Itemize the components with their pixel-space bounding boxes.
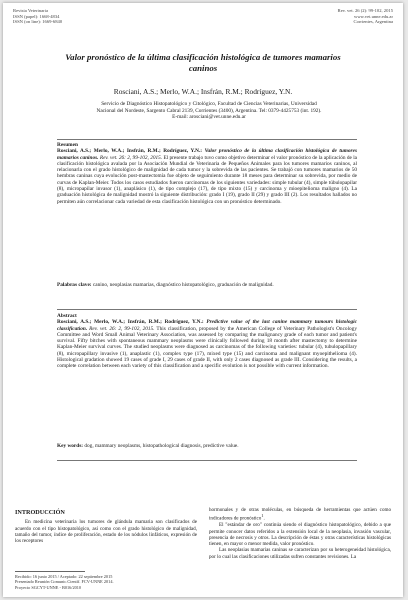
paper-title: Valor pronóstico de la última clasificación histológica de tumores mamarios caninos [65, 52, 341, 73]
palabras-clave [57, 282, 357, 288]
header-line: ISSN (on line): 1669-6840 [13, 19, 63, 25]
intro-text: hormonales y de otras moléculas, en búsqueda de herramientas que actúen como indicadores de pronóstico [209, 507, 391, 522]
key-words [57, 443, 357, 449]
affiliation [59, 101, 359, 121]
key-words-label: Key words: [57, 443, 84, 449]
intro-paragraph: hormonales y de otras moléculas, en búsqueda de herramientas que actúen como indicadores de pronóstico$^1$. [209, 507, 391, 522]
footnote-line: Proyecto SGCYT-UNNE - B016/2010 [15, 584, 82, 590]
abstract-cite-authors: Rosciani, A.S.; Merlo, W.A.; Insfrán, R.M.; Rodríguez, Y.N.: [57, 319, 204, 326]
footnote [15, 574, 197, 590]
resumen-cite-ref: Rev. vet. 26: 2, 99-102, 2015. [99, 154, 163, 161]
header-line: www.vet.unne.edu.ar [354, 13, 393, 19]
header-line: Rev. vet. 26 (2): 99-102, 2015 [337, 8, 393, 13]
affiliation-email: E-mail: arosciani@vet.unne.edu.ar [172, 114, 246, 121]
resumen-cite-authors: Rosciani, A.S.; Merlo, W.A.; Insfrán, R.M.; Rodríguez, Y.N.: [57, 148, 203, 155]
header-line: Corrientes, Argentina [353, 19, 393, 25]
resumen-body [57, 148, 357, 205]
abstract-heading: Abstract [57, 313, 77, 319]
abstract-section [57, 313, 357, 370]
footnote-ref: 1 [261, 513, 264, 519]
intro-paragraph: Las neoplasias mamarias caninas se caracterizan por su heterogeneidad histológica, por lo cual las clasificaciones utilizadas sufren constantes revisiones. La [209, 547, 391, 560]
journal-header-right [338, 8, 393, 25]
affiliation-line: Nacional del Nordeste, Sargento Cabral 2139, Corrientes (3400), Argentina. Tel: 0379-4425753 (int. 192). [96, 107, 322, 114]
intro-right-column [209, 507, 391, 560]
journal-page [3, 3, 403, 597]
abstract-body [57, 319, 357, 369]
journal-header-left [13, 8, 62, 25]
header-line: ISSN (papel): 1668-4834 [13, 13, 60, 19]
paper-authors: Rosciani, A.S.; Merlo, W.A.; Insfrán, R.M.; Rodríguez, Y.N. [113, 87, 293, 96]
intro-paragraph: En medicina veterinaria los tumores de glándula mamaria son clasificados de acuerdo con el tipo histopatológico, así como con el grado histológico de malignidad, tamaño del tumor, índice de proliferación, estado de los nódulos linfáticos, expresión de los receptores [15, 519, 197, 545]
header-line: Revista Veterinaria [13, 8, 48, 13]
resumen-heading: Resumen [57, 142, 78, 148]
intro-left-column [15, 510, 197, 544]
affiliation-line: Servicio de Diagnóstico Histopatológico y Citológico, Facultad de Ciencias Veterinarias, Universidad [101, 101, 317, 107]
resumen-cite-title: Valor pronóstico de la última clasificación histológica de tumores mamarios caninos. [57, 148, 358, 161]
divider [57, 139, 357, 140]
abstract-cite-ref: Rev. vet. 26: 2, 99-102, 2015. [89, 325, 155, 332]
palabras-clave-label: Palabras clave: [57, 282, 92, 288]
intro-paragraph: El "estándar de oro" continúa siendo el diagnóstico histopatológico, debido a que permite conocer datos referidos a la extensión local de la neoplasia, invasión vascular, presencia de necrosis y otros. La descripción de éstas y otras características histológicas tienen, en mayor o menor medida, valor pronóstico. [209, 522, 391, 548]
footnote-divider [15, 571, 85, 572]
abstract-text: This classification, proposed by the American College of Veterinary Pathologist's Oncology Committee and Word Small Animal Veterinary Association, was assessed by comparing the malignancy grade of each tumor and patient's survival. Fifty bitches with spontaneous mammary neoplasms were clinically followed during 18 month after mastectomy to determine Kaplan-Meier survival curves. The studied neoplasms were diagnosed as carcinomas of the following varieties: tubular (4), tubulopapillary (8), micropapillary invasive (1), anaplastic (1), complex type (17), mixed type (15) and carcinoma and malignant myoepithelioma (4). Histological gradation showed 19 cases of grade I, 29 cases of grade II, with only 2 cases diagnosed as grade III. Considering the results, a complete correlation between each variety of this classification and a specific evolution is not possible with current information. [57, 325, 357, 370]
divider [57, 460, 357, 461]
resumen-section [57, 142, 357, 205]
footnote-line: Presentado Reunión Comunic.Científ. FCV-UNNE 2014. [15, 579, 114, 585]
resumen-text: El presente trabajo tuvo como objetivo determinar el valor pronóstico de la aplicación de la clasificación histológica avalada por la Asociación Mundial de Veterinaria de Pequeños Animales para los tumores mamarios caninos, al relacionarla con el grado histológico de malignidad de cada tumor y la sobrevida de las pacientes. Se trabajó con tumores mamarios de 50 hembras caninas cuya evolución post-mastectomía fue objeto de seguimiento durante 18 meses para determinar su sobrevida, por medio de curvas de Kaplan-Meier. Todos los casos estudiados fueron carcinomas de los siguientes variedades: simple tubular (4), simple túbulopapilar (8), micropapilar invasor (1), anaplásico (1), de tipo complejo (17), de tipo mixto (15) y carcinoma y mioepitelioma maligno (4). La graduación histológica de malignidad mostró la siguiente distribución: grado I (19), grado II (29) y grado III (2). Los resultados hallados no permiten aún correlacionar cada variedad de esta clasificación histológica con un pronóstico determinado. [57, 154, 358, 205]
intro-heading: INTRODUCCIÓN [15, 509, 65, 516]
abstract-cite-title: Predictive value of the last canine mammary tumours histologic classification. [57, 319, 358, 332]
divider [57, 309, 357, 310]
key-words-text: dog, mammary neoplasms, histopathological diagnosis, predictive value. [84, 443, 239, 449]
footnote-line: Recibido: 16 junio 2015 / Aceptado: 22 septiembre 2015 [15, 574, 113, 579]
palabras-clave-text: canino, neoplasias mamarias, diagnóstico histopatológico, graduación de malignidad. [92, 282, 274, 288]
